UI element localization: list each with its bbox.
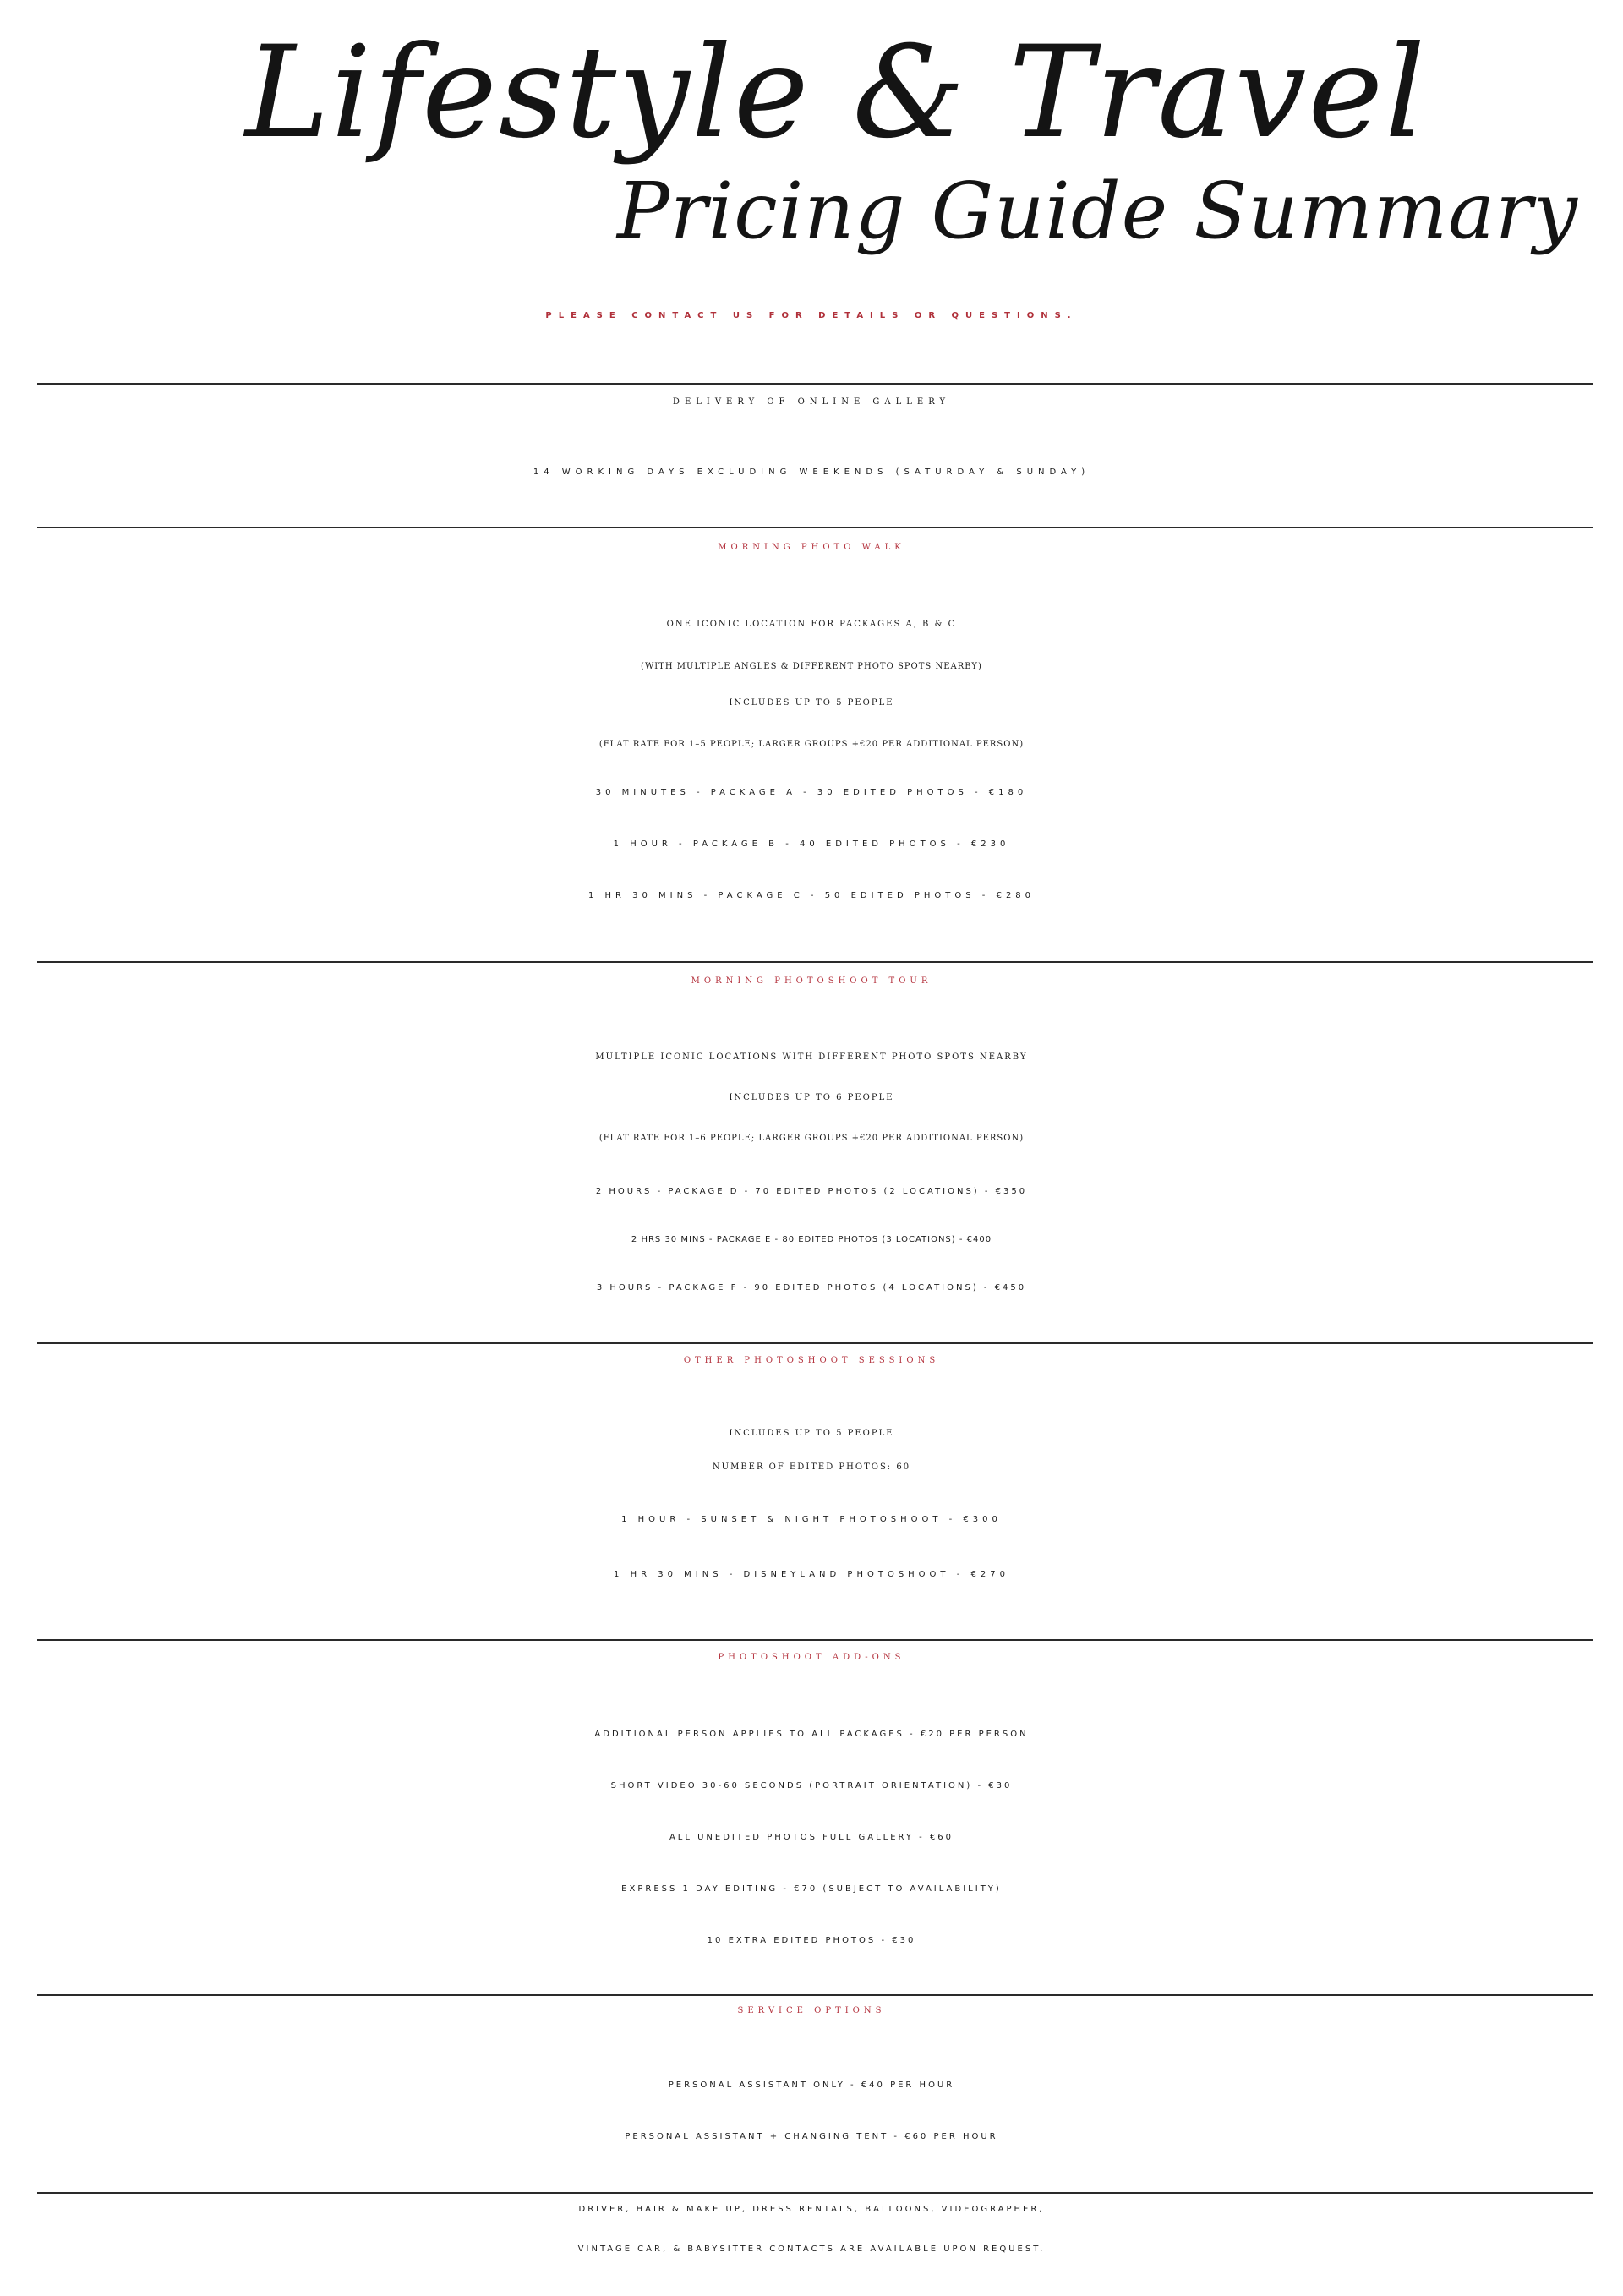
addons-heading: PHOTOSHOOT ADD-ONS <box>718 1653 905 1662</box>
morning-tour-heading: MORNING PHOTOSHOOT TOUR <box>691 976 932 986</box>
other-sessions-note: NUMBER OF EDITED PHOTOS: 60 <box>712 1462 911 1472</box>
divider <box>37 1639 1593 1641</box>
addon-item: ADDITIONAL PERSON APPLIES TO ALL PACKAGES - €20 PER PERSON <box>594 1730 1029 1739</box>
morning-walk-note: INCLUDES UP TO 5 PEOPLE <box>729 698 894 708</box>
divider <box>37 383 1593 385</box>
footer-note: VINTAGE CAR, & BABYSITTER CONTACTS ARE AVAILABLE UPON REQUEST. <box>577 2244 1046 2254</box>
package-line: 2 HRS 30 MINS - PACKAGE E - 80 EDITED PHOTOS (3 LOCATIONS) - €400 <box>631 1235 992 1244</box>
package-line: 1 HR 30 MINS - PACKAGE C - 50 EDITED PHOTOS - €280 <box>587 891 1036 900</box>
package-line: 30 MINUTES - PACKAGE A - 30 EDITED PHOTOS - €180 <box>595 788 1028 797</box>
morning-walk-heading: MORNING PHOTO WALK <box>718 543 905 552</box>
contact-note: PLEASE CONTACT US FOR DETAILS OR QUESTIONS. <box>545 311 1078 320</box>
delivery-heading: DELIVERY OF ONLINE GALLERY <box>672 397 951 407</box>
package-line: 1 HR 30 MINS - DISNEYLAND PHOTOSHOOT - €270 <box>614 1570 1009 1579</box>
service-item: PERSONAL ASSISTANT ONLY - €40 PER HOUR <box>668 2080 955 2090</box>
other-sessions-note: INCLUDES UP TO 5 PEOPLE <box>729 1429 894 1438</box>
morning-tour-note: MULTIPLE ICONIC LOCATIONS WITH DIFFERENT PHOTO SPOTS NEARBY <box>595 1052 1028 1062</box>
title-pricing-guide-summary: Pricing Guide Summary <box>617 166 1578 256</box>
service-item: PERSONAL ASSISTANT + CHANGING TENT - €60 PER HOUR <box>625 2132 998 2141</box>
package-line: 1 HOUR - SUNSET & NIGHT PHOTOSHOOT - €300 <box>621 1515 1002 1524</box>
addon-item: ALL UNEDITED PHOTOS FULL GALLERY - €60 <box>669 1833 954 1842</box>
divider <box>37 1994 1593 1996</box>
package-line: 3 HOURS - PACKAGE F - 90 EDITED PHOTOS (4 LOCATIONS) - €450 <box>596 1283 1027 1293</box>
morning-tour-note: (FLAT RATE FOR 1–6 PEOPLE; LARGER GROUPS +€20 PER ADDITIONAL PERSON) <box>598 1134 1025 1143</box>
addon-item: SHORT VIDEO 30-60 SECONDS (PORTRAIT ORIENTATION) - €30 <box>610 1781 1013 1790</box>
divider <box>37 2192 1593 2194</box>
morning-tour-note: INCLUDES UP TO 6 PEOPLE <box>729 1093 894 1102</box>
package-line: 1 HOUR - PACKAGE B - 40 EDITED PHOTOS - €230 <box>613 839 1010 849</box>
other-sessions-heading: OTHER PHOTOSHOOT SESSIONS <box>683 1356 940 1365</box>
divider <box>37 527 1593 528</box>
divider <box>37 961 1593 963</box>
footer-note: DRIVER, HAIR & MAKE UP, DRESS RENTALS, BALLOONS, VIDEOGRAPHER, <box>578 2205 1045 2214</box>
morning-walk-note: ONE ICONIC LOCATION FOR PACKAGES A, B & C <box>666 620 957 629</box>
service-heading: SERVICE OPTIONS <box>737 2006 886 2015</box>
morning-walk-note: (FLAT RATE FOR 1–5 PEOPLE; LARGER GROUPS +€20 PER ADDITIONAL PERSON) <box>598 740 1025 749</box>
delivery-detail: 14 WORKING DAYS EXCLUDING WEEKENDS (SATURDAY & SUNDAY) <box>533 467 1090 477</box>
divider <box>37 1342 1593 1344</box>
addon-item: 10 EXTRA EDITED PHOTOS - €30 <box>707 1936 916 1945</box>
title-lifestyle-travel: Lifestyle & Travel <box>245 19 1428 167</box>
morning-walk-note: (WITH MULTIPLE ANGLES & DIFFERENT PHOTO SPOTS NEARBY) <box>641 662 982 671</box>
package-line: 2 HOURS - PACKAGE D - 70 EDITED PHOTOS (2 LOCATIONS) - €350 <box>595 1187 1028 1196</box>
addon-item: EXPRESS 1 DAY EDITING - €70 (SUBJECT TO AVAILABILITY) <box>621 1884 1002 1894</box>
